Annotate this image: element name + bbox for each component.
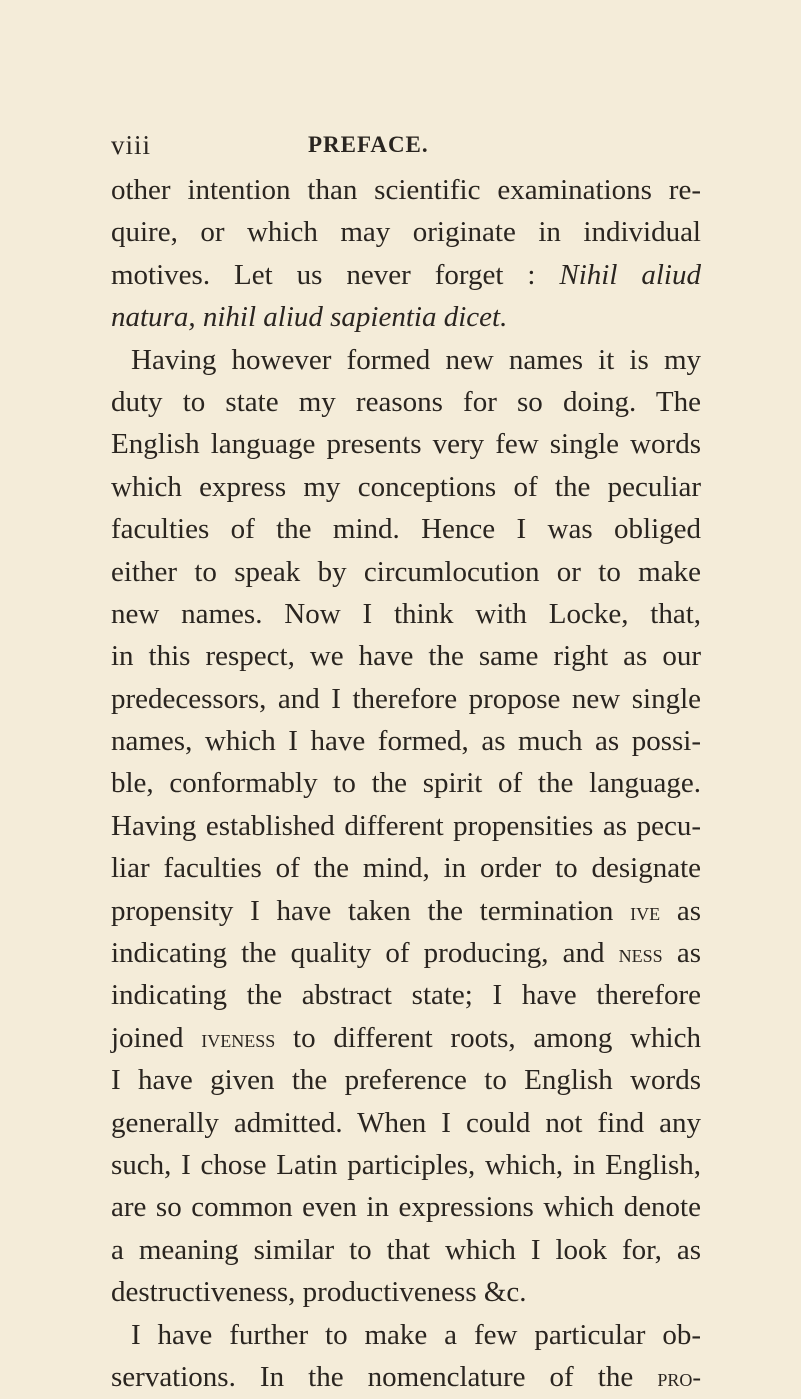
- text-line: indicating the abstract state; I have therefore: [111, 979, 701, 1012]
- text-line: propensity I have taken the termination ive as: [111, 894, 701, 927]
- text-line: generally admitted. When I could not find any: [111, 1106, 701, 1139]
- text-line: motives. Let us never forget : Nihil aliud: [111, 258, 701, 291]
- paragraph-start: Having however formed new names it is my: [131, 343, 701, 376]
- text-line: predecessors, and I therefore propose new single: [111, 682, 701, 715]
- text-line: Having established different propensities as pecu-: [111, 809, 701, 842]
- text-line: which express my conceptions of the peculiar: [111, 470, 701, 503]
- text-line: destructiveness, productiveness &c.: [111, 1276, 527, 1309]
- text-line: such, I chose Latin participles, which, in English,: [111, 1148, 701, 1181]
- small-caps-term: iveness: [201, 1023, 276, 1053]
- text-line: English language presents very few single words: [111, 428, 701, 461]
- text-line: in this respect, we have the same right as our: [111, 640, 701, 673]
- text-line: indicating the quality of producing, and ness as: [111, 937, 701, 970]
- latin-quote: natura, nihil aliud sapientia dicet.: [111, 301, 508, 334]
- running-head: PREFACE.: [308, 132, 429, 157]
- paragraph-start: I have further to make a few particular ob-: [131, 1318, 701, 1351]
- text-line: ble, conformably to the spirit of the language.: [111, 767, 701, 800]
- page-header: [111, 130, 701, 162]
- text-line: [111, 296, 701, 338]
- text-line: faculties of the mind. Hence I was obliged: [111, 513, 701, 546]
- text-line: other intention than scientific examinations re-: [111, 174, 701, 206]
- text-line: either to speak by circumlocution or to make: [111, 555, 701, 588]
- text-line: duty to state my reasons for so doing. The: [111, 385, 701, 418]
- small-caps-term: ive: [630, 896, 661, 926]
- small-caps-term: ness: [618, 939, 663, 969]
- small-caps-term: pro-: [657, 1362, 701, 1392]
- text-line: are so common even in expressions which denote: [111, 1191, 701, 1224]
- text-line: joined iveness to different roots, among which: [111, 1021, 701, 1054]
- text-line: new names. Now I think with Locke, that,: [111, 597, 701, 630]
- latin-quote: Nihil aliud: [559, 258, 701, 291]
- text-line: I have given the preference to English words: [111, 1064, 701, 1097]
- page-number: viii: [111, 130, 152, 160]
- text-line: a meaning similar to that which I look for, as: [111, 1233, 701, 1266]
- text-line: servations. In the nomenclature of the pro-: [111, 1360, 701, 1393]
- text-line: quire, or which may originate in individual: [111, 216, 701, 249]
- text-line: liar faculties of the mind, in order to designate: [111, 852, 701, 885]
- text-line: names, which I have formed, as much as possi-: [111, 725, 701, 758]
- body-text: [111, 169, 701, 1398]
